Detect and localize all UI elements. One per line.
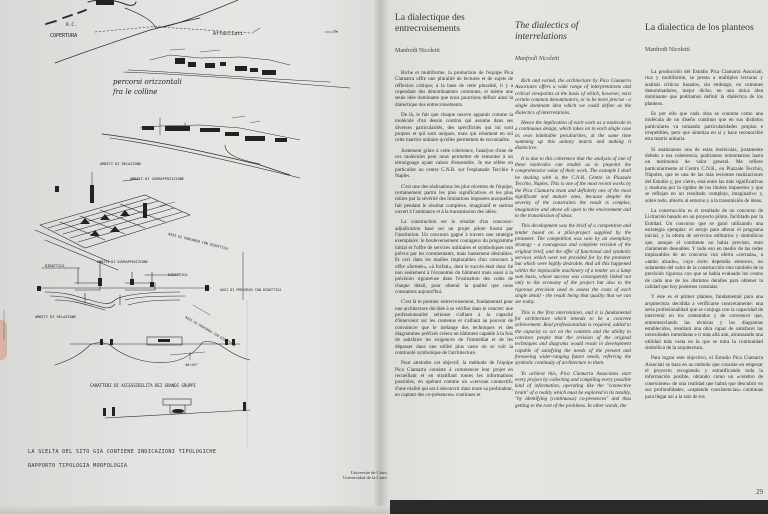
label-rc: R.C. [66, 23, 77, 28]
paragraph: Es por ello que cada obra se connota como una molécula de un diseño continuo que en sus distintos particulares va tomando particularidades propias e irrepetibles, pero que sintetiza en sí y hace reconocible esta matriz unitaria. [645, 111, 763, 143]
article-english [515, 20, 631, 413]
article-title-french: La dialectique des entrecroisements [395, 12, 465, 34]
label-assi-percorso-3: ASSI DI PERCORSO CON DIDATTICA [184, 315, 237, 348]
label-didattica-right: DIDATTICA [168, 273, 188, 277]
label-didattica-left: DIDATTICA [45, 264, 65, 268]
label-ambiti-sovrapposizione: AMBITI DI SOVRAPPOSIZIONE [130, 177, 185, 181]
paragraph: Y éste es el primer planteo, fundamental para una arquitectura decidida a verificarse concretamente: una seria profesionalidad que se conjuga con la capacidad de intervenir en los contenidos y de convencer que, entremezclando las técnicas y los diagramas establecidos, resultará una obra capaz de satisfacer las necesidades inmediatas e ir más allá aún, alcanzando una utilidad más vasta en la que se mira la continuidad simbólica de la arquitectura. [645, 294, 763, 352]
architectural-sketches [0, 0, 380, 514]
paragraph: Hence the implication of each work as a molecule in a continuous design, which takes on in each single case its own inimitable peculiarities, at the same time summing up this unitary matrix and making it distinctive. [515, 120, 631, 152]
paragraph: De là, le fait que chaque oeuvre apparait comme la molécule d'un dessin continu qui assume dans ses diverses particularités, des spécificités qui lui sont propres et qui sont uniques, mais qui résument en soi cette matrice unitaire qu'elles permettent de reconnaître. [395, 112, 513, 144]
article-spanish [645, 22, 763, 404]
label-caratteri: CARATTERI DI ACCESSIBILITA DEI GRANDI GRUPPI [90, 383, 196, 388]
label-assi-percorso: ASSI DI PERCORSO CON DIDATTICA [167, 232, 229, 251]
label-affacci: Affacciati [213, 31, 244, 37]
label-ambiti-sovrapposizione-2: AMBITI DI SOVRAPPOSIZIONE [97, 260, 149, 264]
paragraph: Justement grâce à cette cohérence, l'analyse d'une de ces molécules peut nous permettre de remonter à un témoignage ayant valeur d'ensemble. Je me réfère en particulier au centre C.N.R. sur l'esplanade Tecchio à Naples. [395, 147, 513, 180]
paragraph: This is the first interrelation, and it is fundamental for architecture which intends to be a concrete achievement. Real professionalism is required, added to the capacity to act on the contents and the ability to convince people that the revision of the original techniques and diagrams would result in development capable of satisfying the needs of the present and foreseeing wider-ranging future needs, referring the symbolic continuity of architecture to them. [515, 309, 631, 367]
paragraph: La construction est le résultat d'un concours-adjudication basé sur un projet pilote fourni par l'institution. Un concours gagné à travers une stratégie exemplaire: le bouleversement courageux du programme initial et l'offre de services utilitaires et symboliques non prévus par les commentants, mais hautement désirables. Et ceci dans les mailles implacables d'un concours à offre «fermée», «à forfait», dont le succès était donc lié non seulement à l'économie du bâtiment mais aussi à la précision rigoureuse dans l'évaluation des coûts de chaque détail, pour obtenir la qualité que nous constatons aujourd'hui. [395, 219, 513, 295]
caption-scelta-sito: LA SCELTA DEL SITO GIA CONTIENE INDICAZIONI TIPOLOGICHE [28, 449, 217, 455]
paragraph: To achieve this, Pica Ciamarra Associates start every project by collecting and compiling every possible kind of information, operating like the "connective brain" of a reality which must be explored in its totality, "by identifying (continuous) co-presences" and thus getting to the root of the problems. In other words, the [515, 370, 631, 409]
university-caption: Universite de Cairo Universidad de la Cairo [343, 470, 387, 481]
paragraph: La construcción es el resultado de un concurso de Licitación basado en un proyecto piloto, facilitado por la Entidad. Un concurso que se ganó utilizando una estrategia ejemplar: el arrojo para alterar el programa inicial, y la oferta de servicios utilitarios y simbólicos que, aunque el comitente no había previsto, eran claramente deseables. Y todo eso en medio de las redes implacables de un concurso con oferta «cerrada», a «tanto alzado», cuyo éxito dependía entonces, no solamente del valor de la construcción sino también de la precisión rigurosa con que se había evaluado los costos de cada uno de los distintos detalles para obtener la calidad que hoy podemos constatar. [645, 207, 763, 290]
label-ambiti-relazione-2: AMBITI DI RELAZIONE [35, 315, 77, 319]
page-number: 29 [756, 488, 763, 496]
author-english: Manfredi Nicoletti [515, 56, 560, 62]
label-assi-percorso-2: ASSI DI PERCORSO CON DIDATTICA [220, 288, 282, 292]
caption-rapporto: RAPPORTO TIPOLOGIA MORFOLOGIA [28, 463, 128, 469]
paragraph: It is due to this coherence that the analysis of one of these molecules can enable us to pinpoint the comprehensive value of their work. The example I shall be dealing with is the C.N.R. Centre in Piazzale Tecchio, Naples. This is one of the most recent works by the Pica Ciamarra team and definitely one of the most significant and mature ones, because despite the severity of the constraints the result is complex, imaginative and above all open to the environment and to the transmission of ideas. [515, 155, 631, 219]
article-title-spanish: La dialectica de los planteos [645, 22, 754, 33]
paragraph: Para lograr este objectivo, el Estudio Pica Ciamarra Associati se basa en un método que consiste en empezar el proyecto recogiendo y estratificando toda la información posible, obrando como un «cerebro de conexiones» de una realidad que habrá que descubrir en sus profundidades, «captando coexistencias» continuas para llegar así a la raíz de los [645, 355, 763, 400]
label-copertura: COPERTURA [50, 33, 78, 39]
body-english [515, 78, 631, 409]
label-percorsi-1: percorsi orizzontali [113, 78, 182, 86]
paragraph: Riche et multiforme, la production de l'équipe Pica Ciamarra offre une pluralité de lectures et de sujets de réflexion critique; à la base de cette pluralité, il y a cependant des dénominateurs communs, et même une seule idée dominante que nous pourrions définir ainsi la dialectique des entrecroisements. [395, 70, 513, 108]
paragraph: Pour atteindre cet objectif, la méthode de l'équipe Pica Ciamarra consiste à commencer leur projet en recueillant et en stratifiant toutes les informations possibles, en opérant comme un «cerveau connectif» d'une réalité qui est à découvrir dans toute sa profondeur, en captant des co-présences» continues et [395, 360, 513, 399]
author-spanish: Manfredi Nicoletti [645, 47, 690, 53]
article-title-english: The dialectics of interrelations [515, 20, 579, 42]
label-ambiti-relazione: AMBITI DI RELAZIONE [100, 162, 142, 166]
body-french [395, 70, 513, 399]
paragraph: This development was the brief of a competition and tender based on a pilot-project supplied by the promoter. The competition was won by an exemplary strategy - a courageous and complete revision of the original brief, and the offer of functional and symbolic services which were not provided for by the promoter but which were highly desirable. And all this happened within the implacable machinery of a tender on a lump sum basis, whose success was consequently linked not only to the economy of the project but also to the rigorous precision used to assess the costs of each single detail - the result being that quality that we can see today. [515, 223, 631, 306]
article-french [395, 12, 513, 403]
label-percorsi-2: fra le colline [113, 88, 158, 96]
paragraph: C'est là le premier entrecroisement, fondamental pour une architecture décidée à se vérifier dans le concret: une professionnalité sérieuse s'alliant à la capacité d'intervenir sur les contenus et s'alliant au pouvoir de convaincre que le mélange des techniques et des diagrammes préfixés créera un bâtiment capable à la fois de satisfaire les exigences de l'immédiat et de les dépasser dans une utilité plus vaste où se voit la continuité symbolique de l'architecture. [395, 299, 513, 357]
paragraph: Si analizamos una de estas moléculas, justamente debido a esa coherencia, podríamos remontarnos hasta un testimonio de valor general. Me refiero particularmente al Centro C.N.R., en Piazzale Tecchio, Nápoles, que es una de las más recientes realizaciones del Estudio y, por cierto, está entre las más significativas y maduras por la rigidez de los límites impuestos y que se reflejan en un resultado complejo, imaginativo y, sobre todo, abierto al entorno y a la transmisión de ideas. [645, 146, 763, 204]
label-angle: 40÷45° [185, 363, 198, 367]
body-spanish [645, 69, 763, 400]
author-french: Manfredi Nicoletti [395, 48, 440, 54]
paragraph: La producción del Estudio Pica Ciamarra Associati, rica y multiforme, se presta a múltiples lecturas y análisis críticos basados, sin embargo, en comunes denominadores, mejor dicho, en una única idea dominante que podríamos definir la dialéctica de los planteos. [645, 69, 763, 107]
paragraph: Rich and varied, the architecture by Pica Ciamarra Associates offers a wide range of interpretations and critical viewpoints at the basis of which, however, exist certain common denominators, or to be more precise - a single dominant idea which we could define as the dialectics of interrelations. [515, 78, 631, 116]
paragraph: C'est une des réalisations les plus récentes de l'équipe, certainement parmi les plus significatives et les plus mûres par la sévérité des limitations imposées auxquelles fait pendant le résultat complexe, imaginatif et surtout ouvert à l'ambiance et à la transmission des idées. [395, 183, 513, 215]
dark-background-edge [390, 500, 768, 514]
page-bottom-edge [0, 506, 390, 514]
